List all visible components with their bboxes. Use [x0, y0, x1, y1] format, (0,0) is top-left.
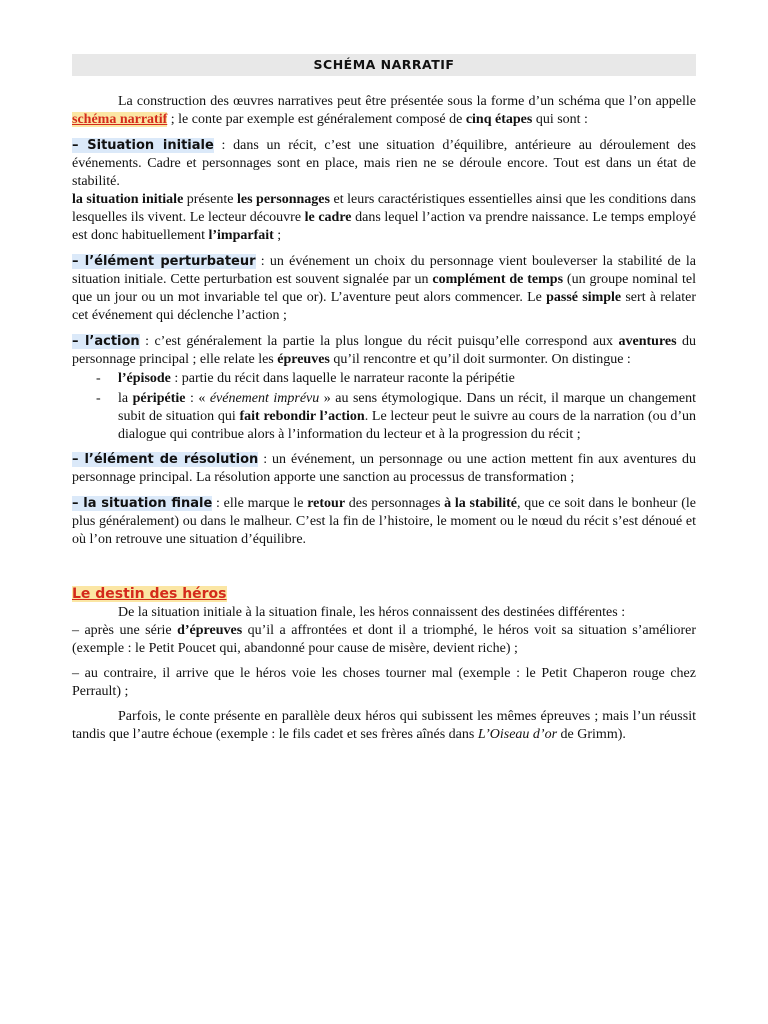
intro-text: qui sont : [532, 112, 588, 127]
bold-text: l’imparfait [208, 228, 274, 243]
bold-text: péripétie [132, 391, 186, 406]
destin-heading: Le destin des héros [72, 586, 227, 602]
list-text: : partie du récit dans laquelle le narrateur raconte la péripétie [170, 371, 515, 386]
bold-text: fait rebondir l’action [239, 409, 365, 424]
section-text: qu’il rencontre et qu’il doit surmonter. On distingue : [329, 352, 631, 367]
intro-text: La construction des œuvres narratives peut être présentée sous la forme d’un schéma que l’on appelle [118, 94, 696, 109]
document-page [72, 54, 696, 744]
section-text: dans lequel l’action va prendre naissance. Le temps employé est donc habituellement [72, 210, 696, 243]
section-text: : c’est généralement la partie la plus longue du récit puisqu’elle correspond aux [139, 334, 619, 349]
destin-paragraph-4 [72, 708, 696, 744]
bold-text: le cadre [304, 210, 352, 225]
list-text: la [118, 391, 133, 406]
destin-text: – après une série [72, 623, 178, 638]
section-element-resolution [72, 451, 696, 487]
bold-text: passé simple [546, 290, 622, 305]
section-text: : elle marque le [212, 496, 308, 511]
document-title: SCHÉMA NARRATIF [72, 54, 696, 76]
list-text: . Le lecteur peut le suivre au cours de la narration (ou d’un dialogue qui contribue alors à l’information du lecteur et à la progression du récit ; [118, 409, 697, 442]
bold-text: aventures [618, 334, 677, 349]
term-situation-finale: – la situation finale [72, 496, 213, 511]
bold-text: à la stabilité [444, 496, 517, 511]
destin-heading-line [72, 585, 696, 604]
section-text: : un événement, un personnage ou une action mettent fin aux aventures du personnage principal. La résolution apporte une sanction au processus de transformation ; [72, 452, 696, 485]
bold-text: retour [307, 496, 346, 511]
section-text: : un événement un choix du personnage vient bouleverser la stabilité de la situation initiale. Cette perturbation est souvent signalée par un [72, 254, 696, 287]
section-text: présente [183, 192, 237, 207]
destin-text: de Grimm). [557, 727, 626, 742]
section-text: du personnage principal ; elle relate les [72, 334, 697, 367]
destin-text: qu’il a affrontées et dont il a triomphé, le héros voit sa situation s’améliorer (exemple : le Petit Poucet qui, abandonné pour cause de misère, devient riche) ; [72, 623, 697, 656]
section-text: (un groupe nominal tel que un jour ou un mot invariable tel que or). L’aventure peut alors commencer. Le [72, 272, 696, 305]
list-item-peripetie [118, 390, 696, 444]
destin-paragraph-2 [72, 622, 696, 658]
section-text: des personnages [345, 496, 445, 511]
intro-text: ; le conte par exemple est généralement composé de [167, 112, 466, 127]
section-text: , que ce soit dans le bonheur (le plus généralement) ou dans le malheur. C’est la fin de l’histoire, le moment ou le nœud du récit s’est dénoué et où l’on retrouve une situation d’équilibre. [72, 496, 696, 547]
schema-narratif-term: schéma narratif [72, 112, 168, 127]
bold-text: la situation initiale [72, 192, 184, 207]
section-text: sert à relater cet événement qui déclenche l’action ; [72, 290, 696, 323]
section-text: et leurs caractéristiques essentielles ainsi que les conditions dans lesquelles ils vivent. Le lecteur découvre [72, 192, 696, 225]
term-element-perturbateur: – l’élément perturbateur [72, 254, 256, 269]
destin-paragraph-1: De la situation initiale à la situation finale, les héros connaissent des destinées différentes : [118, 605, 626, 620]
section-situation-initiale [72, 137, 696, 191]
bold-text: l’épisode [118, 371, 171, 386]
italic-text: L’Oiseau d’or [477, 727, 558, 742]
term-situation-initiale: – Situation initiale [72, 138, 214, 153]
section-situation-finale [72, 495, 696, 549]
action-list [72, 370, 696, 444]
bold-text: épreuves [277, 352, 330, 367]
section-text: ; [273, 228, 282, 243]
list-text: : « [185, 391, 210, 406]
intro-bold: cinq étapes [465, 112, 533, 127]
bold-text: les personnages [236, 192, 330, 207]
section-action [72, 333, 696, 369]
section-text: : dans un récit, c’est une situation d’équilibre, antérieure au déroulement des événements. Cadre et personnages sont en place, mais rien ne se déroule encore. Tout est dans un état de stabilité. [72, 138, 697, 189]
destin-text: Parfois, le conte présente en parallèle deux héros qui subissent les mêmes épreuves ; mais l’un réussit tandis que l’autre échoue (exemple : le fils cadet et ses frères aînés dans [72, 709, 696, 742]
intro-paragraph [72, 93, 696, 129]
list-text: » au sens étymologique. Dans un récit, il marque un changement subit de situation qui [118, 391, 696, 424]
list-item-episode [118, 370, 696, 388]
section-element-perturbateur [72, 253, 696, 325]
italic-text: événement imprévu [209, 391, 320, 406]
destin-paragraph-3: – au contraire, il arrive que le héros voie les choses tourner mal (exemple : le Petit Chaperon rouge chez Perrault) ; [72, 666, 696, 699]
term-element-resolution: – l’élément de résolution [72, 452, 259, 467]
term-action: – l’action [72, 334, 140, 349]
bold-text: d’épreuves [177, 623, 243, 638]
bold-text: complément de temps [432, 272, 564, 287]
section-situation-initiale-detail [72, 191, 696, 245]
